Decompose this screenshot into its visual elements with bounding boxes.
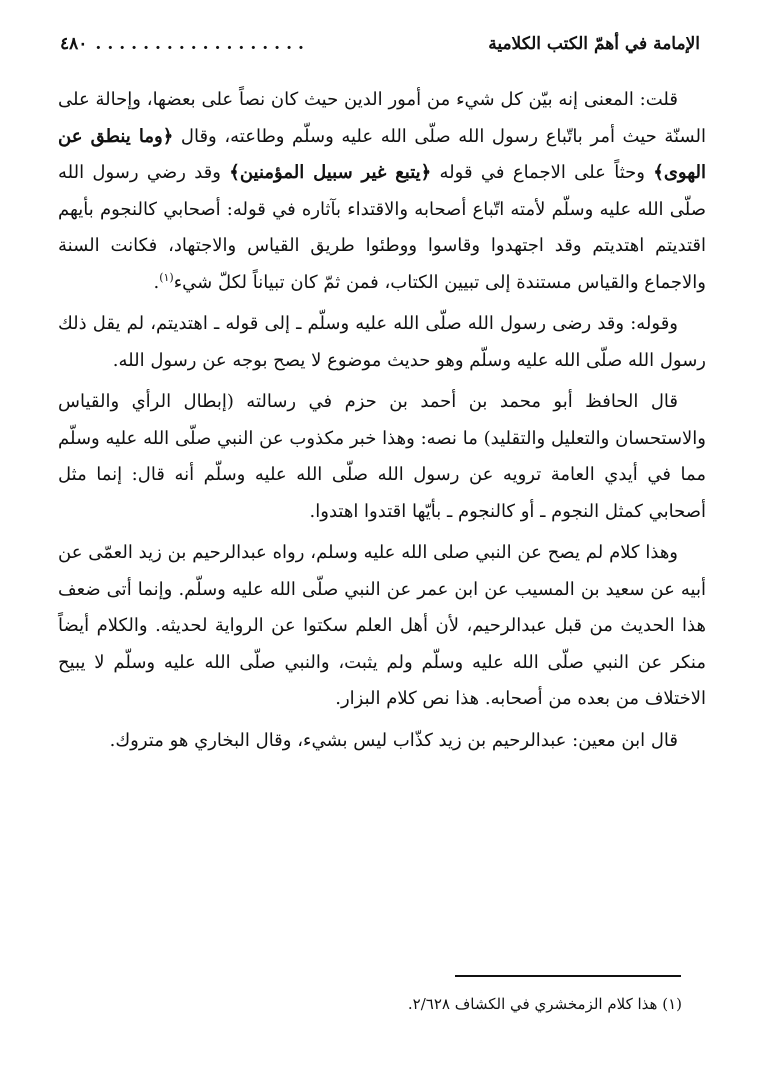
paragraph-1-text-before: قلت: المعنى إنه بيّن كل شيء من أمور الدين حيث كان نصاً على بعضها، وإحالة على السنّة حيث أمر باتّباع رسول الله صلّى الله عليه وسلّم وطاعته، وقال — [58, 89, 707, 147]
main-text — [58, 82, 706, 764]
page-number: ٤٨٠ — [60, 34, 88, 54]
paragraph-5: قال ابن معين: عبدالرحيم بن زيد كذّاب ليس بشيء، وقال البخاري هو متروك. — [109, 729, 678, 751]
paragraph-1 — [58, 82, 706, 301]
paragraph-4: وهذا كلام لم يصح عن النبي صلى الله عليه وسلم، رواه عبدالرحيم بن زيد العمّى عن أبيه عن سعيد بن المسيب عن ابن عمر عن النبي صلّى الله عليه وسلّم. وإنما أتى ضعف هذا الحديث من قبل عبدالرحيم، لأن أهل العلم سكتوا عن الرواية لحديثه. والكلام أيضاً منكر عن النبي صلّى الله عليه وسلّم ولم يثبت، والنبي صلّى الله عليه وسلّم لا يبيح الاختلاف من بعده من أصحابه. هذا نص كلام البزار. — [58, 542, 706, 709]
header-leader-dots: .................. — [95, 34, 310, 54]
running-header — [60, 30, 700, 58]
footnote-reference[interactable]: (١) — [159, 270, 174, 284]
paragraph-2: وقوله: وقد رضى رسول الله صلّى الله عليه وسلّم ـ إلى قوله ـ اهتديتم، لم يقل ذلك رسول الله صلّى الله عليه وسلّم وهو حديث موضوع لا يصح بوجه عن رسول الله. — [58, 313, 706, 371]
quran-quote-1: ﴿وما ينطق عن الهوى﴾ — [58, 125, 706, 183]
paragraph-1-text-after: وقد رضي رسول الله صلّى الله عليه وسلّم لأمته اتّباع أصحابه والاقتداء بآثاره في قوله: أصحابي كالنجوم بأيهم اقتديتم اهتديتم وقد اجتهدوا وقاسوا ووطئوا طريق القياس والاجتهاد، فكانت السنة والاجماع والقياس مستندة إلى تبيين الكتاب، فمن ثمّ كان تبياناً لكلّ شيء — [58, 162, 706, 293]
footnote-1: (١) هذا كلام الزمخشري في الكشاف ٢/٦٢٨. — [407, 995, 682, 1013]
footnote-separator — [455, 975, 681, 977]
running-title: الإمامة في أهمّ الكتب الكلامية — [488, 34, 700, 54]
paragraph-3: قال الحافظ أبو محمد بن أحمد بن حزم في رسالته (إبطال الرأي والقياس والاستحسان والتعليل والتقليد) ما نصه: وهذا خبر مكذوب عن النبي صلّى الله عليه وسلّم مما في أيدي العامة ترويه عن رسول الله صلّى الله عليه وسلّم أنه قال: إنما مثل أصحابي كمثل النجوم ـ أو كالنجوم ـ بأيّها اقتدوا اهتدوا. — [58, 391, 706, 522]
quran-quote-2: ﴿يتبع غير سبيل المؤمنين﴾ — [229, 162, 432, 183]
paragraph-1-text-middle: وحثاً على الاجماع في قوله — [431, 162, 654, 183]
paragraph-1-end: . — [153, 271, 160, 293]
